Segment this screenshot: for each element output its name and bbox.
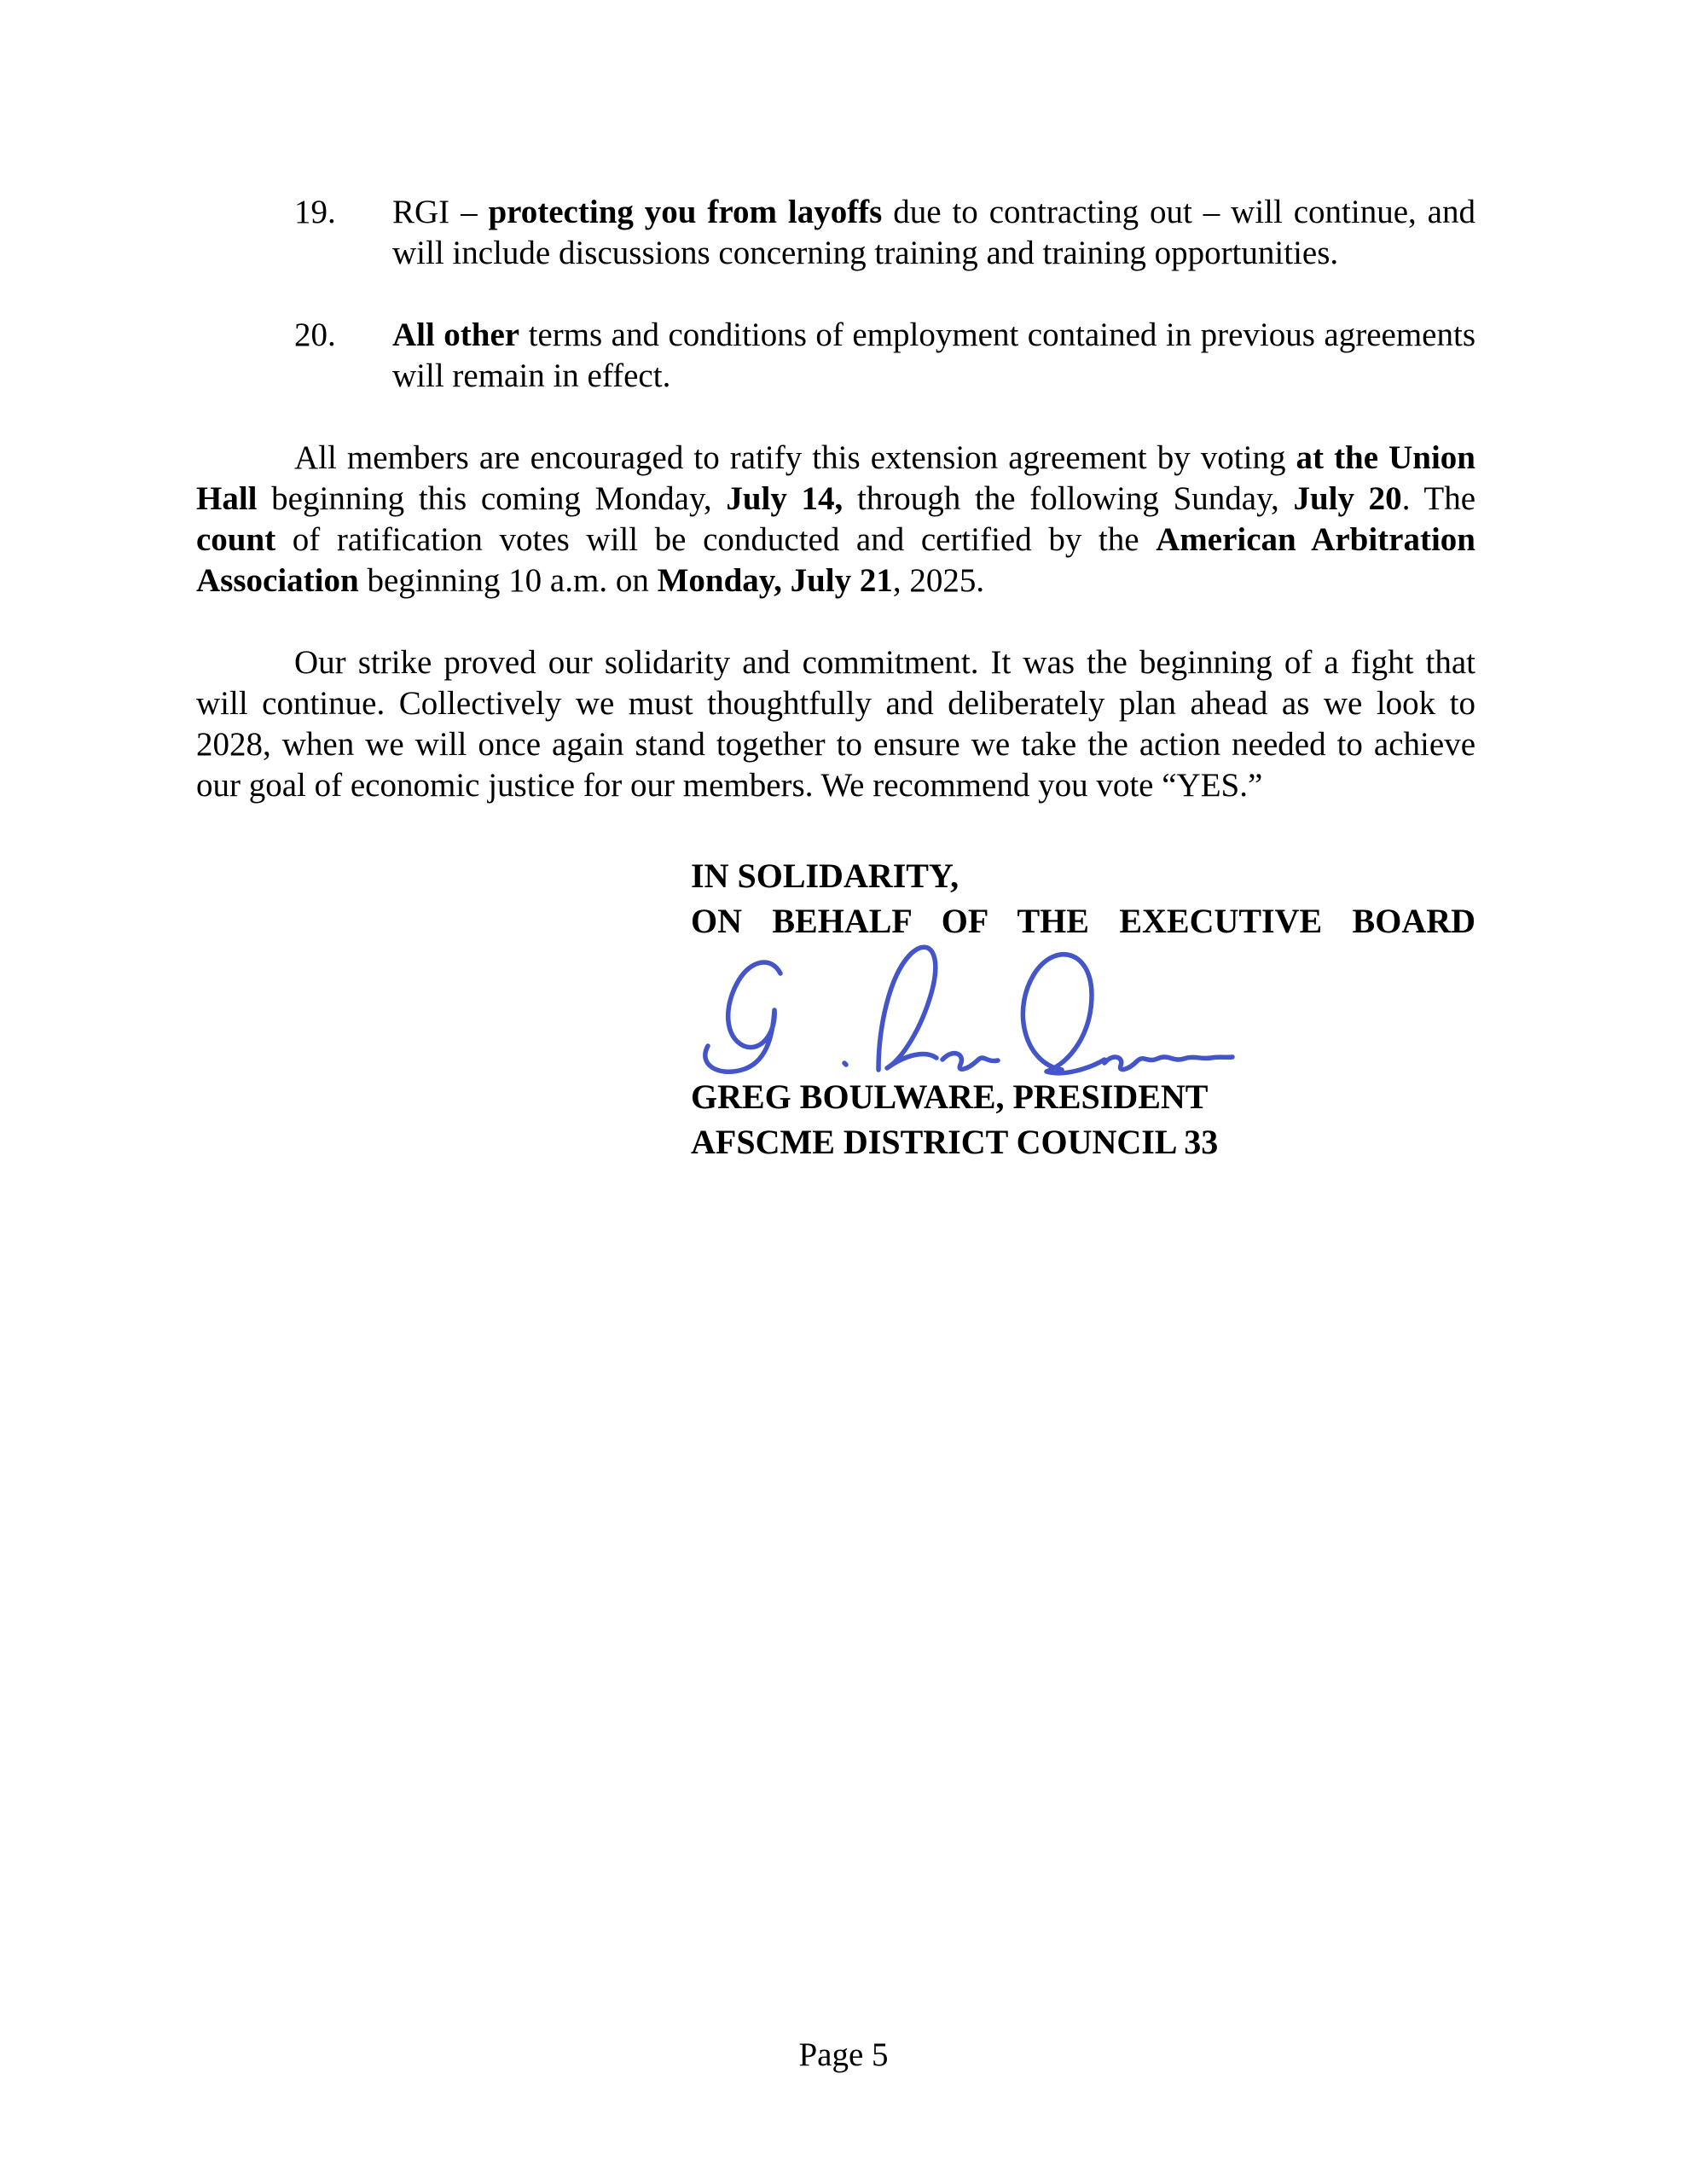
signature-stroke <box>942 1054 998 1070</box>
signature-stroke <box>878 947 936 1070</box>
signature-stroke <box>1023 955 1104 1073</box>
signer-name-line: GREG BOULWARE, PRESIDENT <box>691 1077 1209 1116</box>
paragraph-ratification: All members are encouraged to ratify this extension agreement by voting at the Union Hall beginning this coming Monday, July 14, through the following Sunday, July 20. The count of ratification votes will be conducted and certified by the American Arbitration Association beginning 10 a.m. on Monday, July 21, 2025. <box>196 439 1476 599</box>
item-number-20: 20. <box>294 317 336 353</box>
solidarity-line: IN SOLIDARITY, <box>691 857 959 895</box>
signature <box>674 935 1237 1076</box>
list-item-19 <box>196 192 1475 274</box>
paragraph-strike-solidarity: Our strike proved our solidarity and commitment. It was the beginning of a fight that will continue. Collectively we must thoughtfully and deliberately plan ahead as we look to 2028, when we will once again stand together to ensure we take the action needed to achieve our goal of economic justice for our members. We recommend you vote “YES.” <box>196 644 1475 804</box>
page-number: Page 5 <box>798 2036 889 2073</box>
item-number-19: 19. <box>294 194 336 230</box>
item-text-20: All other terms and conditions of employment contained in previous agreements will remain in effect. <box>392 317 1475 394</box>
signature-stroke <box>705 962 780 1072</box>
page-footer <box>0 2035 1687 2076</box>
closing-block <box>691 853 1475 1165</box>
behalf-line: ON BEHALF OF THE EXECUTIVE BOARD <box>691 902 1475 940</box>
list-item-20 <box>196 315 1475 397</box>
signer-org-line: AFSCME DISTRICT COUNCIL 33 <box>691 1123 1219 1161</box>
signature-stroke <box>1104 1057 1232 1070</box>
document-content <box>196 192 1475 1165</box>
item-text-19: RGI – protecting you from layoffs due to contracting out – will continue, and will include discussions concerning training and training opportunities. <box>392 194 1475 271</box>
signature-stroke <box>844 1063 846 1065</box>
